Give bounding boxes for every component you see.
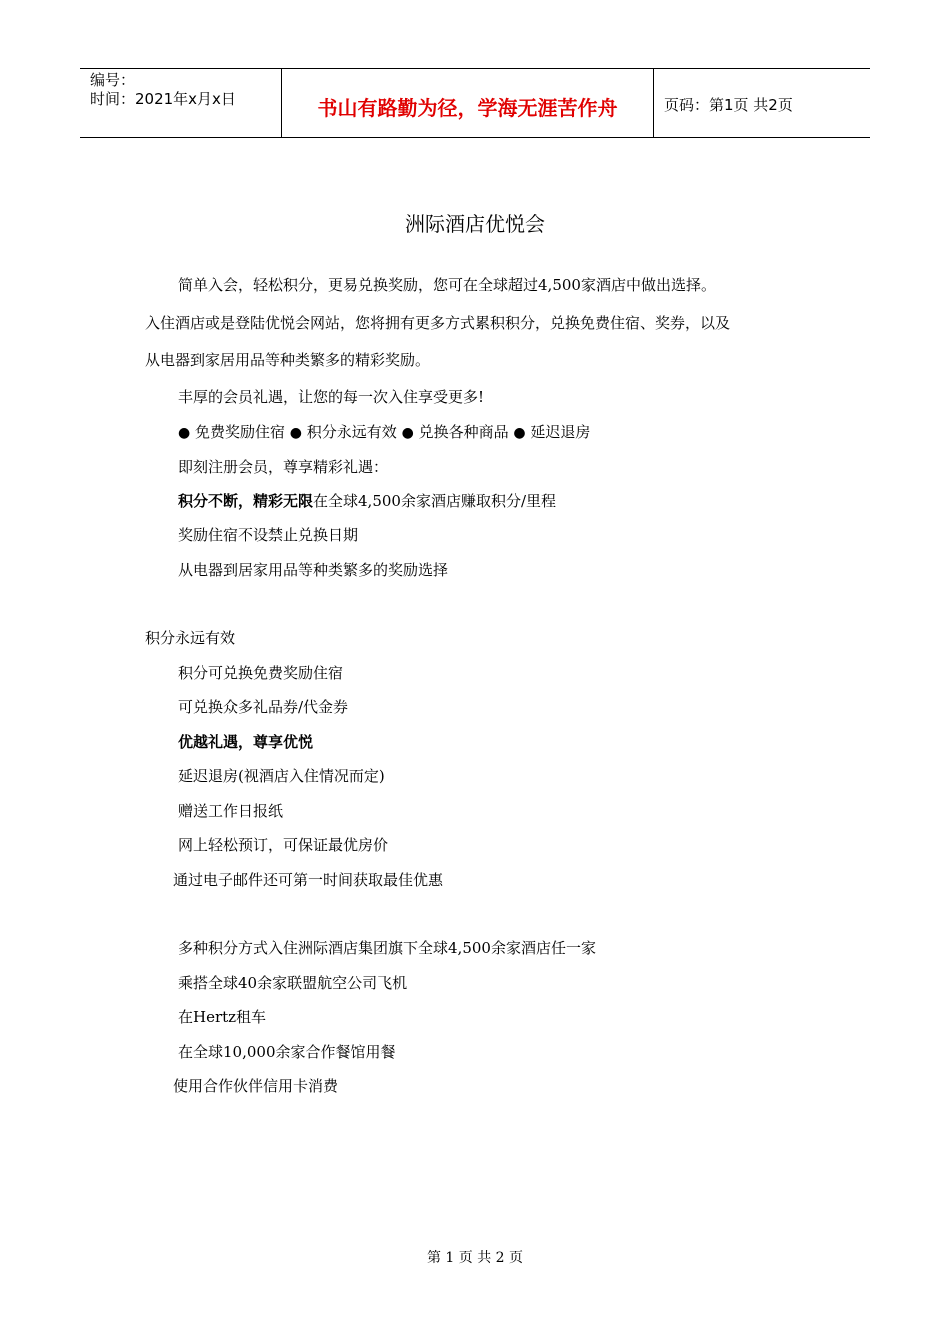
document-title: 洲际酒店优悦会 (405, 212, 545, 236)
benefit-item: 兑换各种商品 (418, 423, 509, 441)
document-number-label: 编号： (90, 71, 136, 89)
benefit-item: 延迟退房 (530, 423, 591, 441)
intro-line-3: 从电器到家居用品等种类繁多的精彩奖励。 (145, 351, 431, 369)
section3-bold-heading: 优越礼遇，尊享优悦 (178, 733, 314, 751)
section1-lead-text: 在全球4,500余家酒店赚取积分/里程 (313, 492, 557, 510)
register-line: 即刻注册会员，尊享精彩礼遇： (178, 458, 389, 476)
benefit-item: 免费奖励住宿 (195, 423, 286, 441)
page-footer: 第 1 页 共 2 页 (426, 1250, 524, 1266)
section1-item: 从电器到居家用品等种类繁多的奖励选择 (178, 561, 449, 579)
section2-item: 积分可兑换免费奖励住宿 (178, 664, 344, 682)
section2-heading: 积分永远有效 (145, 629, 236, 647)
section3-item: 赠送工作日报纸 (178, 802, 284, 820)
header-motto: 书山有路勤为径，学海无涯苦作舟 (317, 96, 618, 120)
section4-item: 在Hertz租车 (178, 1008, 267, 1026)
bullet-dot-icon: ● (289, 425, 303, 441)
document-time-label: 时间：2021年x月x日 (90, 90, 236, 108)
section1-bold-heading: 积分不断，精彩无限 (178, 492, 314, 510)
bullet-dot-icon: ● (178, 425, 191, 441)
intro-line-1: 简单入会，轻松积分，更易兑换奖励，您可在全球超过4,500家酒店中做出选择。 (178, 276, 716, 294)
benefits-intro: 丰厚的会员礼遇，让您的每一次入住享受更多! (178, 388, 485, 406)
section3-item: 网上轻松预订，可保证最优房价 (178, 836, 389, 854)
bullet-dot-icon: ● (401, 425, 414, 441)
section1-lead (178, 491, 556, 511)
header-page-cell (654, 69, 870, 137)
intro-line-2: 入住酒店或是登陆优悦会网站，您将拥有更多方式累积积分，兑换免费住宿、奖券，以及 (145, 314, 731, 332)
header-page-info: 页码：第1页 共2页 (664, 96, 793, 114)
section3-item: 通过电子邮件还可第一时间获取最佳优惠 (173, 871, 444, 889)
benefit-item: 积分永远有效 (306, 423, 397, 441)
section3-item: 延迟退房(视酒店入住情况而定) (178, 767, 385, 785)
section1-item: 奖励住宿不设禁止兑换日期 (178, 526, 359, 544)
page-header (80, 68, 870, 138)
benefit-bullet-list (178, 422, 590, 443)
section4-item: 多种积分方式入住洲际酒店集团旗下全球4,500余家酒店任一家 (178, 939, 596, 957)
section4-item: 乘搭全球40余家联盟航空公司飞机 (178, 974, 408, 992)
section2-item: 可兑换众多礼品券/代金券 (178, 698, 349, 716)
section4-item: 在全球10,000余家合作餐馆用餐 (178, 1043, 396, 1061)
header-meta-cell (80, 69, 282, 137)
header-motto-cell (282, 69, 654, 137)
section4-item: 使用合作伙伴信用卡消费 (173, 1077, 339, 1095)
bullet-dot-icon: ● (513, 425, 526, 441)
